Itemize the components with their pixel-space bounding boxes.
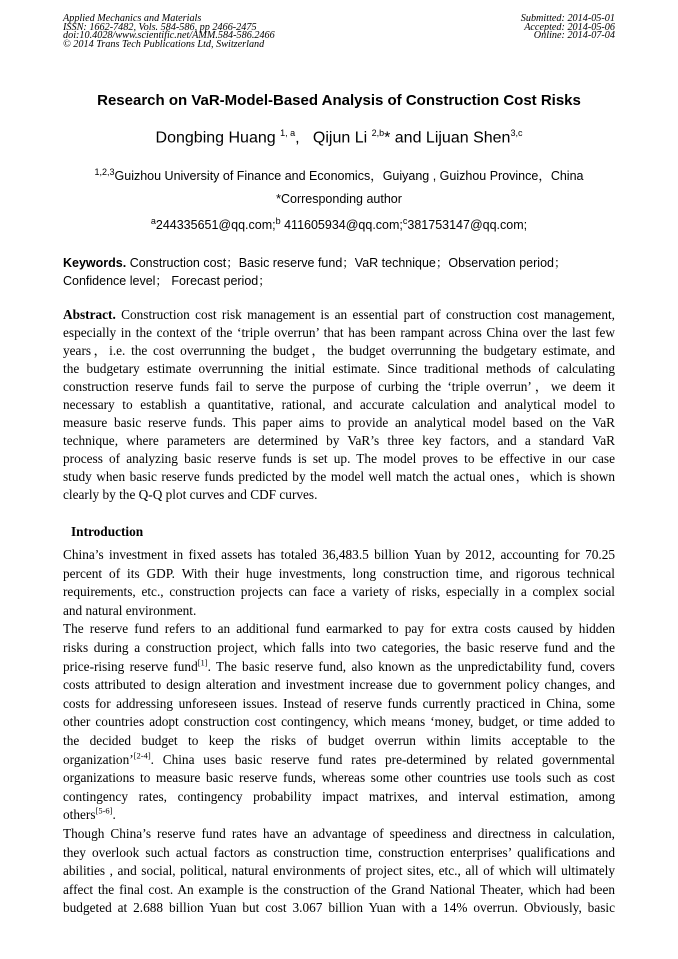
body-line xyxy=(63,658,615,677)
author-separator: * and xyxy=(384,129,426,147)
abstract-line xyxy=(63,360,615,378)
email-mark: a xyxy=(150,216,156,226)
body-line xyxy=(63,695,615,714)
abstract xyxy=(63,306,615,504)
keywords xyxy=(63,254,615,290)
abstract-line-text: Construction cost risk management is an essential part of construction cost management, xyxy=(115,307,615,322)
author-separator: , xyxy=(295,129,313,147)
body-line xyxy=(63,676,615,695)
body-line xyxy=(63,602,615,621)
abstract-line xyxy=(63,396,615,414)
abstract-line xyxy=(63,450,615,468)
body-line-text: costs for addressing unforeseen issues. Instead of reserve funds currently practiced in China, some xyxy=(63,695,615,711)
submission-dates xyxy=(521,15,615,41)
body-line-text: contingency rates, contingency probability impact matrixes, and interval estimation, among xyxy=(63,788,615,804)
email-mark: c xyxy=(402,216,408,226)
paper-title: Research on VaR-Model-Based Analysis of Construction Cost Risks xyxy=(97,92,581,109)
body-line-text: costs attributed to design alteration and investment increase due to government policy changes, and xyxy=(63,677,615,693)
body-line xyxy=(63,862,615,881)
author-name: Qijun Li xyxy=(312,129,372,147)
body-line-text: affect the final cost. An example is the construction of the Grand National Theater, which had been xyxy=(63,881,615,897)
body-line-text: price-rising reserve fund xyxy=(63,658,198,674)
body-line-text: Though China’s reserve fund rates have an advantage of speediness and directness in calculation, xyxy=(63,825,615,841)
body-line xyxy=(63,769,615,788)
body-line-text: requirements, etc., construction projects can face a variety of risks, especially in a complex social xyxy=(63,584,615,600)
introduction-body xyxy=(63,546,615,918)
body-line-text: . xyxy=(112,807,116,823)
body-line xyxy=(63,751,615,770)
abstract-line-text: study when basic reserve funds predicted by the model well match the actual ones，which is shown xyxy=(63,469,615,484)
body-line xyxy=(63,844,615,863)
keywords-label: Keywords. xyxy=(63,256,127,270)
citation-ref: [2-4] xyxy=(133,750,151,761)
body-line-text: . China uses basic reserve fund rates pre-determined by related governmental xyxy=(150,751,615,767)
body-line-text: they overlook such actual factors as construction time, construction enterprises’ qualifications and xyxy=(63,844,615,860)
journal-info xyxy=(63,15,275,49)
body-line xyxy=(63,788,615,807)
author-name: Dongbing Huang xyxy=(155,129,281,147)
issn-line: ISSN: 1662-7482, Vols. 584-586, pp 2466-2475 xyxy=(63,21,257,33)
abstract-line xyxy=(63,306,615,324)
body-line-text: China’s investment in fixed assets has totaled 36,483.5 billion Yuan by 2012, accounting for 70.25 xyxy=(63,547,615,562)
author-emails xyxy=(0,216,678,232)
body-line-text: budgeted at 2.688 billion Yuan but cost 3.067 billion Yuan with a 14% overrun. Obviously, basic xyxy=(63,900,615,916)
body-line xyxy=(63,583,615,602)
online-date: Online: 2014-07-04 xyxy=(533,30,615,42)
body-line xyxy=(63,546,615,565)
author-list xyxy=(0,128,678,147)
abstract-line xyxy=(63,468,615,486)
body-line-text: others xyxy=(63,807,96,823)
author-affiliation-mark: 1, a xyxy=(280,128,296,138)
body-line-text: . The basic reserve fund, also known as the unpredictability fund, covers xyxy=(207,658,615,674)
accepted-date: Accepted: 2014-05-06 xyxy=(524,21,615,33)
affiliation-text: Guizhou University of Finance and Economics，Guiyang , Guizhou Province，China xyxy=(114,169,584,183)
body-line-text: abilities , and social, political, natural environments of project sites, etc., all of which will ultimately xyxy=(63,863,615,879)
submitted-date: Submitted: 2014-05-01 xyxy=(520,13,615,24)
journal-name: Applied Mechanics and Materials xyxy=(63,13,202,24)
body-line xyxy=(63,881,615,900)
body-line xyxy=(63,565,615,584)
email: 244335651@qq.com; xyxy=(155,218,276,233)
abstract-line-text: necessary to establish a quantitative, rational, and accurate calculation and analytical model to xyxy=(63,397,615,412)
body-line xyxy=(63,806,615,825)
body-line-text: organization’ xyxy=(63,751,134,767)
body-line-text: the decided budget to keep the risks of budget overrun within limits acceptable to the xyxy=(63,732,615,748)
body-line xyxy=(63,620,615,639)
abstract-line-text: process of analyzing basic reserve funds is set up. The model proves to be effective in our case xyxy=(63,451,615,466)
abstract-line-text: especially in the context of the ‘triple overrun’ that has been rampant across China over the last few xyxy=(63,325,615,340)
abstract-line xyxy=(63,342,615,360)
citation-ref: [5-6] xyxy=(95,805,113,816)
copyright-line: © 2014 Trans Tech Publications Ltd, Switzerland xyxy=(63,38,265,50)
body-line xyxy=(63,825,615,844)
abstract-line-text: years，i.e. the cost overrunning the budget，the budget overrunning the budgetary estimate, and xyxy=(63,343,615,358)
citation-ref: [1] xyxy=(197,657,208,668)
body-line-text: The reserve fund refers to an additional fund earmarked to pay for extra costs caused by hidden xyxy=(63,621,615,637)
body-line-text: other countries adopt construction cost contingency, which means ‘money, budget, or time added to xyxy=(63,714,615,730)
abstract-line xyxy=(63,324,615,342)
email: 411605934@qq.com; xyxy=(280,218,403,233)
body-line-text: risks during a construction project, which falls into two categories, the basic reserve fund and the xyxy=(63,639,615,655)
body-line-text: percent of its GDP. With their huge investments, long construction time, and rigorous technical xyxy=(63,565,615,581)
abstract-line-text: the budgetary estimate overrunning the initial estimate. Since traditional methods of calculating xyxy=(63,361,615,376)
author-name: Lijuan Shen xyxy=(425,129,511,147)
affiliation-mark: 1,2,3 xyxy=(94,166,115,177)
abstract-line-text: clearly by the Q-Q plot curves and CDF curves. xyxy=(63,487,318,502)
keywords-text: Construction cost；Basic reserve fund；VaR technique；Observation period；Confidence level； Forecast period； xyxy=(63,256,567,288)
abstract-line xyxy=(63,414,615,432)
email-mark: b xyxy=(275,216,281,226)
section-heading-introduction: Introduction xyxy=(71,524,144,539)
body-line-text: and natural environment. xyxy=(63,602,197,618)
affiliation xyxy=(0,166,678,184)
author-affiliation-mark: 2,b xyxy=(371,128,385,138)
doi-line: doi:10.4028/www.scientific.net/AMM.584-586.2466 xyxy=(63,30,275,42)
abstract-line-text: measure basic reserve funds. This paper aims to provide an analytical model based on the VaR xyxy=(63,415,615,430)
abstract-line xyxy=(63,486,615,504)
email: 381753147@qq.com; xyxy=(407,218,528,233)
abstract-line-text: technique, where parameters are determined by VaR’s three key factors, and a standard VaR xyxy=(63,433,615,448)
abstract-line-text: construction reserve funds fail to serve the purpose of curbing the ‘triple overrun’，we deem it xyxy=(63,379,615,394)
body-line xyxy=(63,713,615,732)
abstract-line xyxy=(63,432,615,450)
corresponding-author-note: *Corresponding author xyxy=(276,192,402,206)
author-affiliation-mark: 3,c xyxy=(510,128,523,138)
body-line xyxy=(63,899,615,918)
body-line xyxy=(63,732,615,751)
body-line-text: organizations to measure basic reserve funds, whereas some other countries use tools such as cost xyxy=(63,770,615,786)
abstract-line xyxy=(63,378,615,396)
body-line xyxy=(63,639,615,658)
abstract-label: Abstract. xyxy=(63,307,116,322)
